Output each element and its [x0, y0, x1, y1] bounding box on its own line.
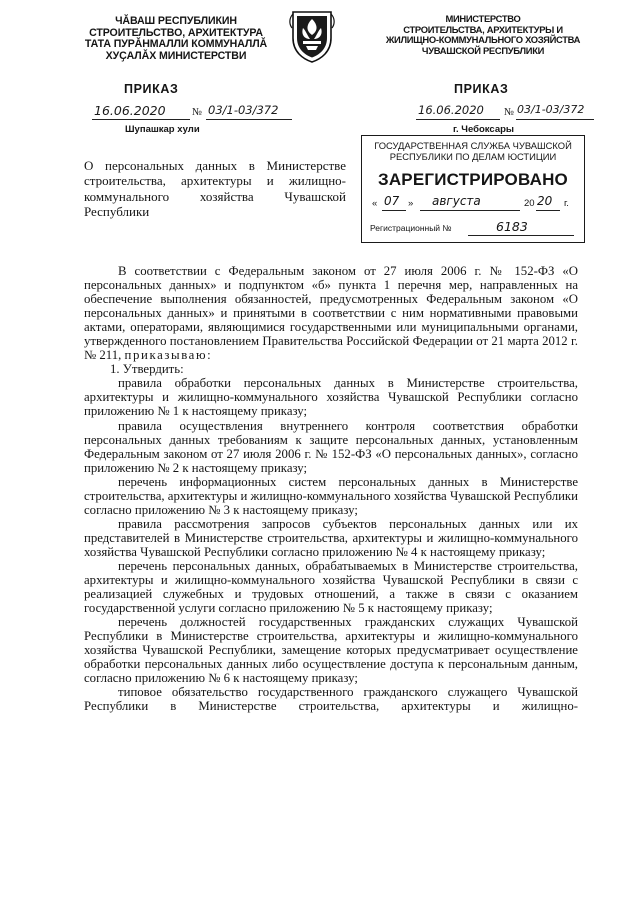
- handwritten-number: 03/1-03/372: [517, 103, 585, 116]
- intro-paragraph: [84, 264, 578, 362]
- stamp-month-underline: [420, 210, 520, 211]
- city-right: г. Чебоксары: [453, 124, 515, 135]
- registration-stamp: [361, 135, 585, 243]
- date-underline: [416, 119, 500, 120]
- item-heading: 1. Утвердить:: [110, 362, 184, 377]
- stamp-reg-label: Регистрационный №: [370, 223, 452, 233]
- list-item: типовое обязательство государственного гражданского служащего Чувашской Республики в Министерстве строительства, архитектуры и жилищно-: [84, 685, 578, 714]
- stamp-quote-open: «: [372, 198, 378, 209]
- chuvash-emblem-icon: [287, 8, 337, 64]
- stamp-authority-line: РЕСПУБЛИКИ ПО ДЕЛАМ ЮСТИЦИИ: [389, 151, 557, 162]
- subject-line: О персональных данных в Министерстве: [84, 158, 346, 173]
- order-title-left: ПРИКАЗ: [124, 82, 179, 96]
- order-date-number-right: [416, 104, 594, 124]
- intro-text: В соответствии с Федеральным законом от 27 июля 2006 г. № 152-ФЗ «О персональных данных» и подпунктом «б» пункта 1 перечня мер, направленных на обеспечение выполнения обязанностей, предусмотренных Федеральным законом «О персональных данных» и принятыми в соответствии с ним нормативными правовыми актами, операторами, являющимися государственными или муниципальными органами, утвержденного постановлением Правительства Российской Федерации от 21 марта 2012 г. № 211,: [84, 264, 578, 363]
- subject-line: Республики: [84, 203, 150, 219]
- date-underline: [92, 119, 190, 120]
- header-left-line: ХУҪАЛĂХ МИНИСТЕРСТВИ: [105, 49, 247, 62]
- stamp-year-unit: г.: [564, 198, 569, 209]
- order-verb: приказываю:: [124, 348, 213, 363]
- handwritten-number: 03/1-03/372: [208, 103, 279, 117]
- list-item: правила обработки персональных данных в Министерстве строительства, архитектуры и жилищно-коммунального хозяйства Чувашской Республики согласно приложению № 1 к настоящему приказу;: [84, 376, 578, 419]
- stamp-year-prefix: 20: [524, 198, 535, 209]
- list-item: правила осуществления внутреннего контроля соответствия обработки персональных данных требованиям к защите персональных данных, установленным Федеральным законом от 27 июля 2006 г. № 152-ФЗ «О персональных данных», согласно приложению № 2 к настоящему приказу;: [84, 418, 578, 475]
- header-right-line: ЖИЛИЩНО-КОММУНАЛЬНОГО ХОЗЯЙСТВА: [385, 34, 581, 46]
- header-left-line: ЧӐВАШ РЕСПУБЛИКИН: [115, 15, 237, 27]
- stamp-year-underline: [536, 210, 560, 211]
- header-right-line: МИНИСТЕРСТВО: [445, 13, 521, 24]
- stamp-authority: [362, 140, 584, 162]
- header-right-ministry-name: [372, 14, 594, 56]
- number-sign: №: [192, 107, 203, 118]
- number-sign: №: [504, 107, 515, 118]
- list-item: перечень персональных данных, обрабатываемых в Министерстве строительства, архитектуры и жилищно-коммунального хозяйства Чувашской Республики в связи с реализацией служебных и трудовых отношений, а также в связи с оказанием государственной услуги согласно приложению № 5 к настоящему приказу;: [84, 558, 578, 616]
- city-left: Шупашкар хули: [125, 124, 200, 135]
- header-right-line: СТРОИТЕЛЬСТВА, АРХИТЕКТУРЫ И: [403, 23, 563, 35]
- list-item: перечень информационных систем персональных данных в Министерстве строительства, архитектуры и жилищно-коммунального хозяйства Чувашской Республики согласно приложению № 3 к настоящему приказу;: [84, 474, 578, 517]
- list-item: правила рассмотрения запросов субъектов персональных данных или их представителей в Министерстве строительства, архитектуры и жилищно-коммунального хозяйства Чувашской Республики согласно приложению № 4 к настоящему приказу;: [84, 516, 578, 559]
- stamp-day: 07: [384, 194, 400, 208]
- number-underline: [516, 119, 594, 120]
- stamp-reg-number: 6183: [496, 219, 528, 234]
- stamp-reg-underline: [468, 235, 574, 236]
- stamp-date-line: [370, 196, 576, 214]
- handwritten-date: 16.06.2020: [94, 103, 166, 118]
- header-right-line: ЧУВАШСКОЙ РЕСПУБЛИКИ: [421, 44, 545, 56]
- handwritten-date: 16.06.2020: [418, 103, 484, 117]
- stamp-year: 20: [537, 194, 553, 208]
- order-body: [84, 264, 578, 714]
- header-left-line: СТРОИТЕЛЬСТВО, АРХИТЕКТУРА: [89, 26, 263, 39]
- list-item: перечень должностей государственных гражданских служащих Чувашской Республики в Министерстве строительства, архитектуры и жилищно-коммунального хозяйства Чувашской Республики, замещение которых предусматривает осуществление обработки персональных данных либо осуществление доступа к персональным данным, согласно приложению № 6 к настоящему приказу;: [84, 615, 578, 686]
- header-left-ministry-name: [66, 16, 286, 62]
- stamp-registration-line: [370, 220, 576, 238]
- stamp-month: августа: [432, 194, 481, 208]
- subject-line: коммунального хозяйства Чувашской: [84, 188, 346, 204]
- stamp-authority-line: ГОСУДАРСТВЕННАЯ СЛУЖБА ЧУВАШСКОЙ: [374, 140, 572, 151]
- order-title-right: ПРИКАЗ: [454, 82, 509, 96]
- order-date-number-left: [92, 104, 292, 124]
- header-left-line: ТАТА ПУРĂНМАЛЛИ КОММУНАЛЛĂ: [84, 38, 268, 51]
- number-underline: [206, 119, 292, 120]
- stamp-title: ЗАРЕГИСТРИРОВАНО: [377, 170, 568, 189]
- stamp-quote-close: »: [408, 198, 414, 209]
- stamp-day-underline: [382, 210, 406, 211]
- subject-line: строительства, архитектуры и жилищно-: [84, 173, 346, 189]
- order-subject: [84, 158, 346, 219]
